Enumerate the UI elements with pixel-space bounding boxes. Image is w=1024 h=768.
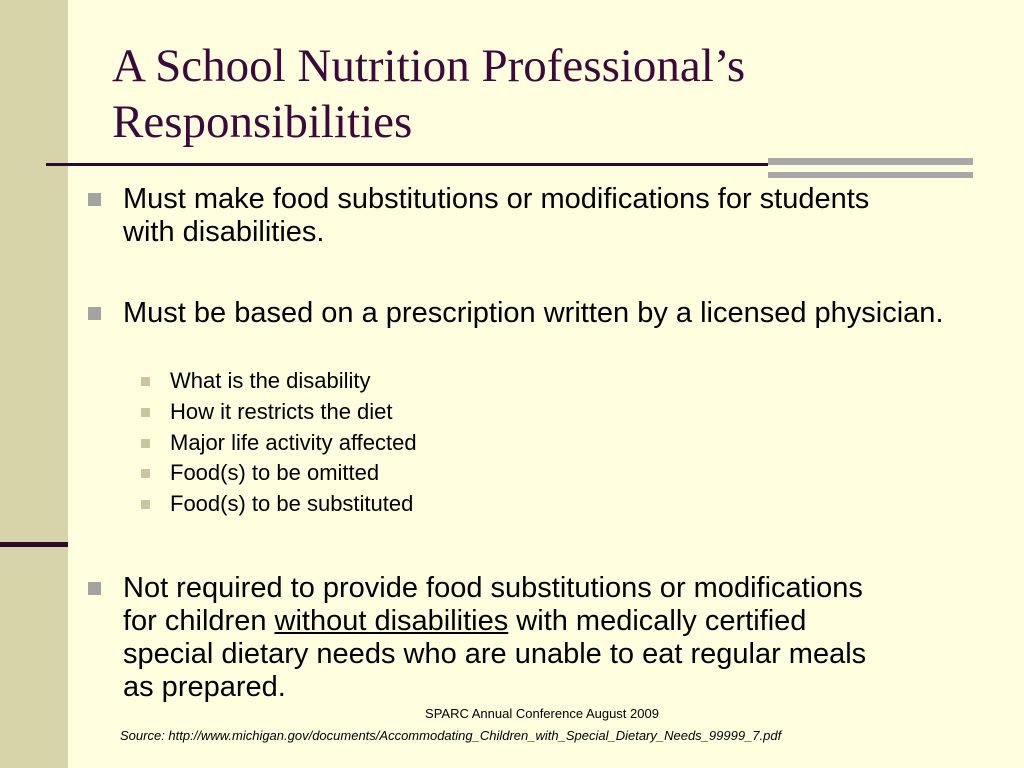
- square-bullet-icon: [141, 408, 150, 417]
- square-bullet-icon: [88, 193, 101, 206]
- left-accent-bar: [0, 0, 68, 768]
- square-bullet-icon: [141, 377, 150, 386]
- sub-bullet-text: Major life activity affected: [170, 430, 417, 455]
- bullet-item: [88, 183, 908, 249]
- title-divider: [46, 163, 768, 166]
- sub-bullet-item: [141, 460, 379, 486]
- sub-bullet-text: How it restricts the diet: [170, 399, 393, 424]
- bullet-text: [123, 572, 868, 704]
- bullet-item: [88, 297, 948, 330]
- square-bullet-icon: [141, 500, 150, 509]
- sub-bullet-item: [141, 430, 417, 456]
- bullet-item: [88, 572, 868, 704]
- bullet-text-part: with medically certified special dietary needs who are unable to eat regular meals as prepared.: [123, 605, 867, 703]
- slide-title: [112, 38, 972, 150]
- sub-bullet-text: Food(s) to be omitted: [170, 460, 380, 485]
- decorative-gray-rule: [768, 158, 973, 165]
- square-bullet-icon: [141, 439, 150, 448]
- left-accent-rule: [0, 542, 68, 547]
- bullet-text: Must make food substitutions or modifications for students with disabilities.: [123, 183, 870, 248]
- sub-bullet-text: Food(s) to be substituted: [170, 491, 414, 516]
- decorative-gray-rule: [768, 172, 973, 178]
- source-citation: Source: http://www.michigan.gov/documents/Accommodating_Children_with_Special_Dietary_Needs_99999_7.pdf: [120, 728, 782, 743]
- underlined-phrase: without disabilities: [274, 605, 509, 637]
- square-bullet-icon: [88, 582, 101, 595]
- sub-bullet-item: [141, 491, 413, 517]
- sub-bullet-item: [141, 368, 371, 394]
- sub-bullet-text: What is the disability: [170, 368, 371, 393]
- square-bullet-icon: [88, 307, 101, 320]
- sub-bullet-item: [141, 399, 393, 425]
- bullet-text: Must be based on a prescription written by a licensed physician.: [123, 297, 944, 329]
- bullet-text-part: Not required to provide food substitutions or modifications for children: [123, 572, 863, 637]
- slide-footer: SPARC Annual Conference August 2009: [425, 706, 659, 721]
- title-line-1: A School Nutrition Professional’s: [112, 40, 746, 92]
- title-line-2: Responsibilities: [112, 96, 413, 148]
- square-bullet-icon: [141, 469, 150, 478]
